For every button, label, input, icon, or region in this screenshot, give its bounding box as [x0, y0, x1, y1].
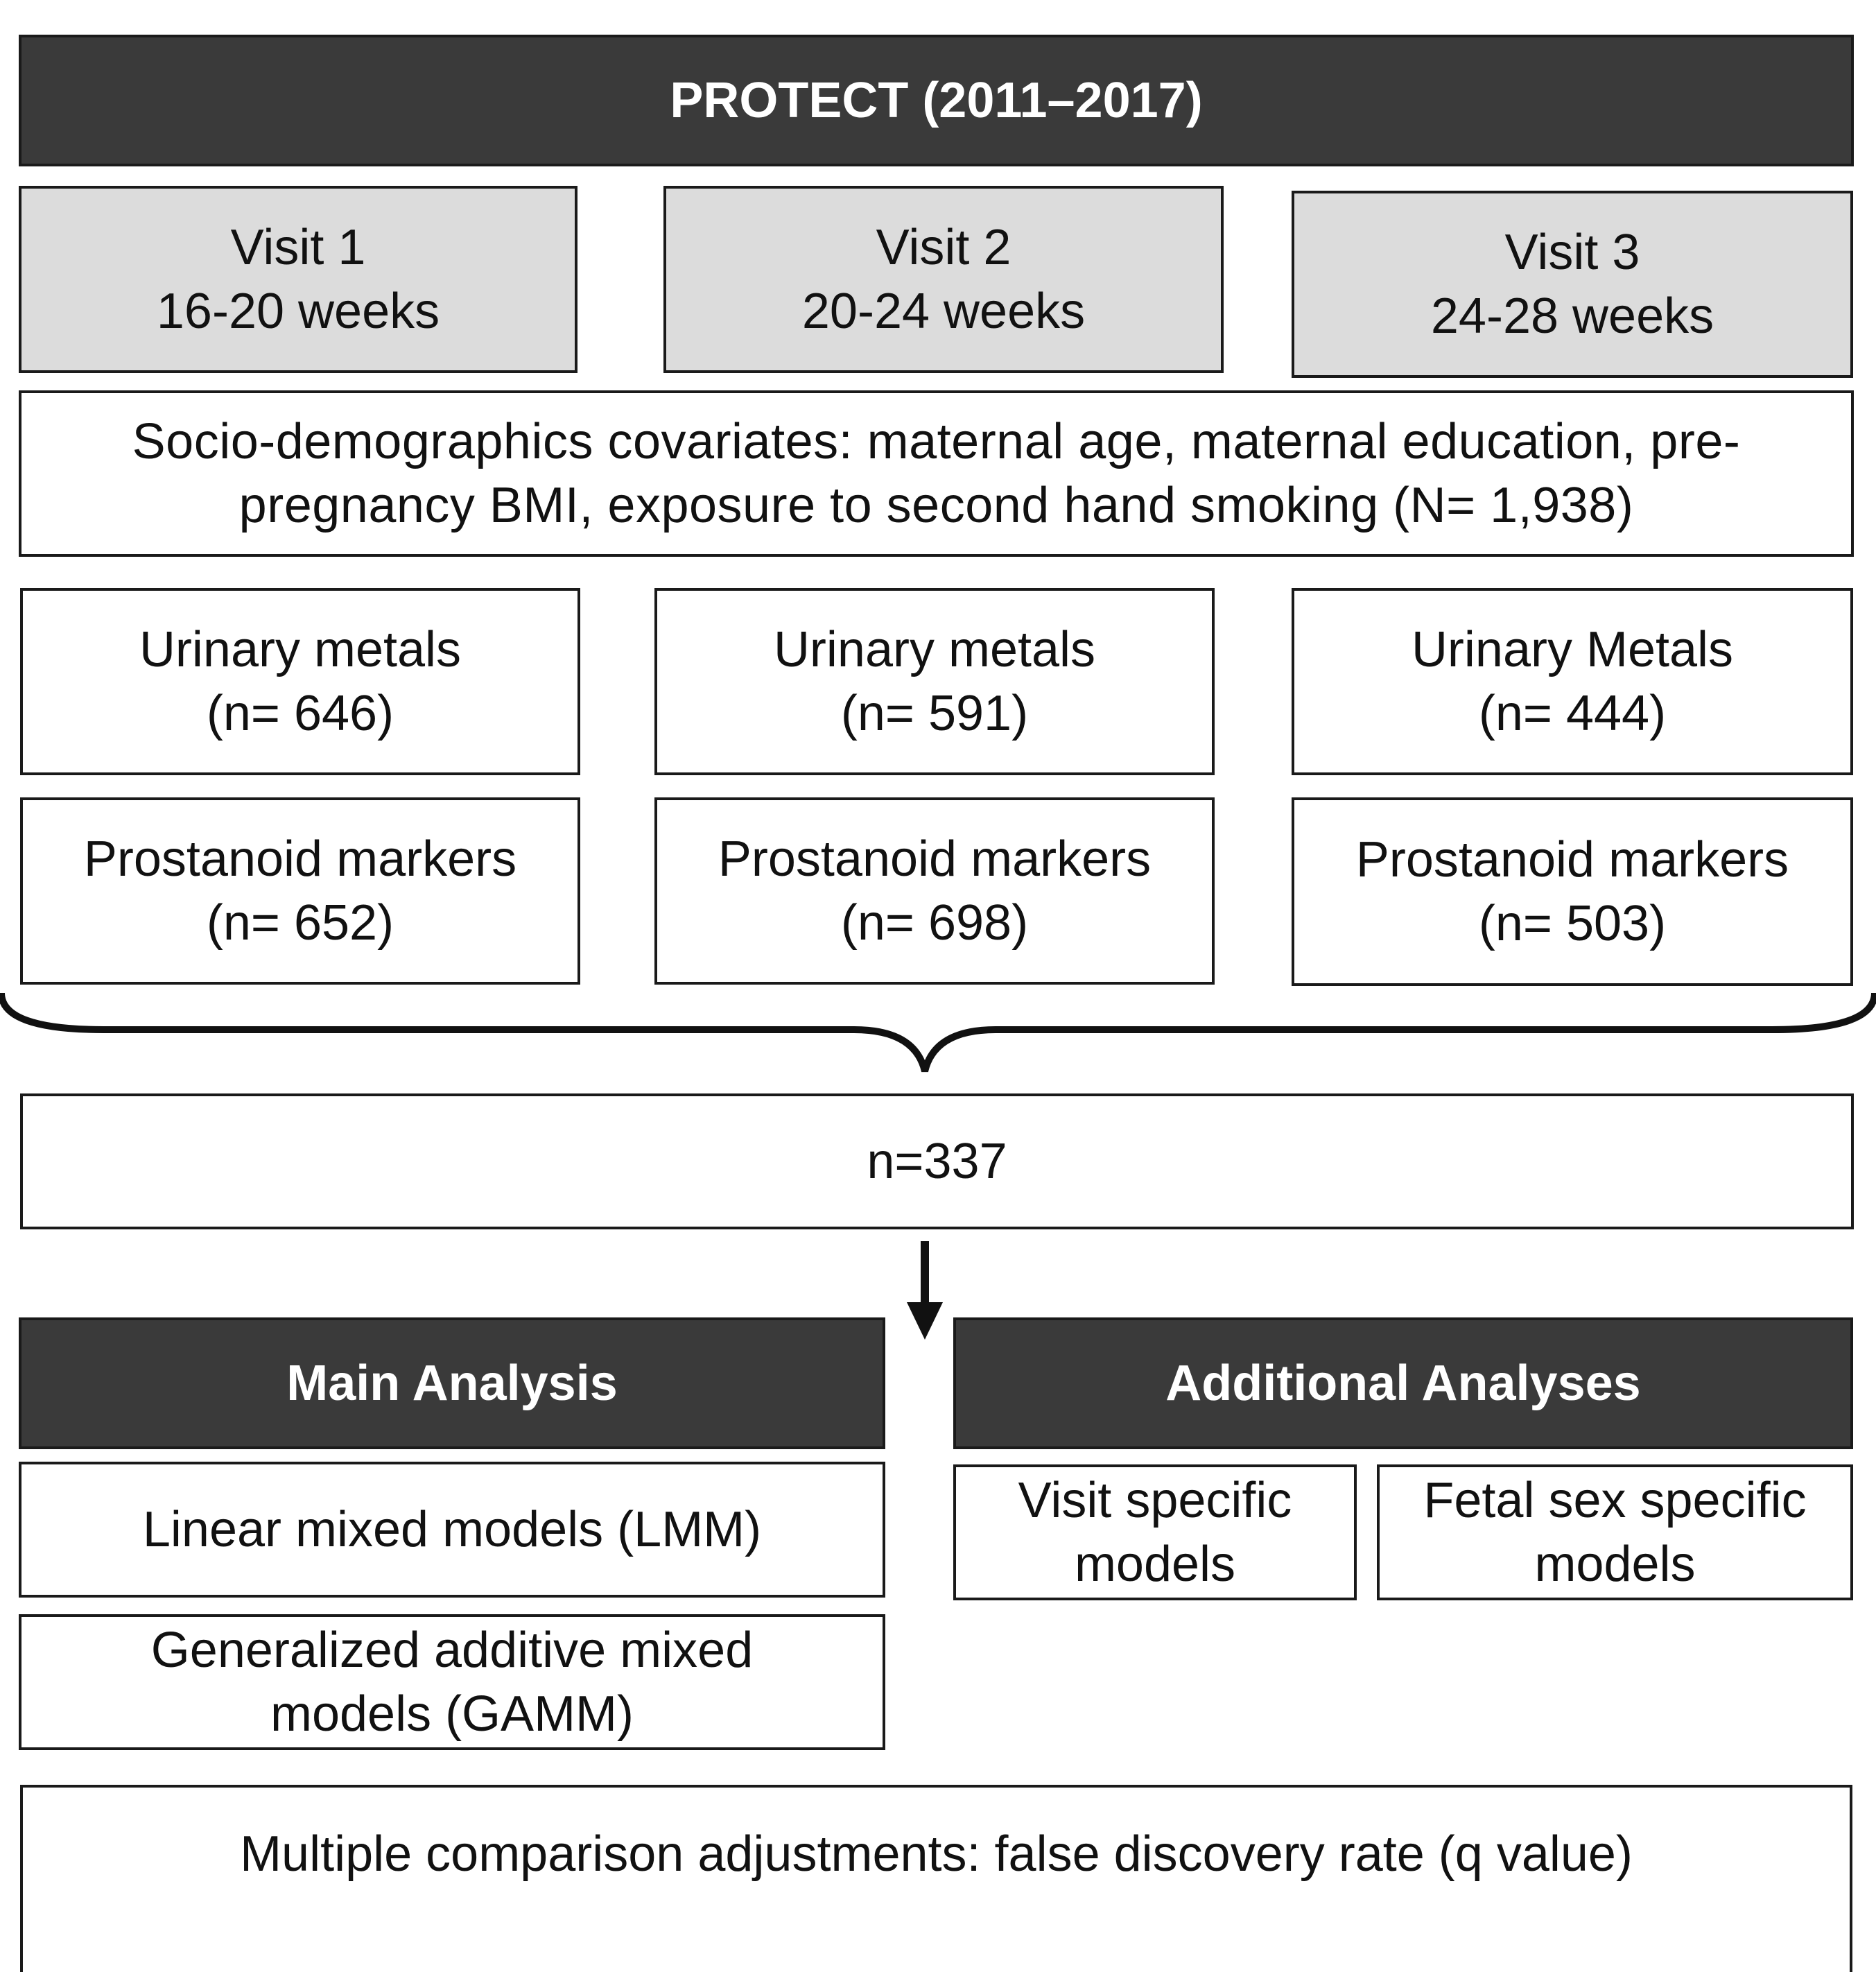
down-arrow-head — [907, 1302, 943, 1340]
gamm-label: Generalized additive mixed models (GAMM) — [150, 1622, 754, 1742]
main-analysis-title: Main Analysis — [286, 1355, 618, 1411]
visit-3-label: Visit 3 24-28 weeks — [1430, 224, 1714, 344]
main-analysis-header — [19, 1317, 885, 1449]
visit-specific-models-label: Visit specific models — [1018, 1472, 1292, 1592]
visit-1-label: Visit 1 16-20 weeks — [156, 219, 440, 339]
fetal-sex-models-box — [1377, 1464, 1853, 1600]
prostanoid-markers-label: Prostanoid markers (n= 503) — [1355, 831, 1789, 951]
curly-brace — [1, 993, 1875, 1071]
final-sample-label: n=337 — [867, 1133, 1007, 1189]
lmm-box — [19, 1462, 885, 1598]
fetal-sex-models-label: Fetal sex specific models — [1423, 1472, 1807, 1592]
adjustment-box — [20, 1785, 1852, 1972]
additional-analyses-header — [953, 1317, 1853, 1449]
visit-2-label: Visit 2 20-24 weeks — [801, 219, 1086, 339]
additional-analyses-title: Additional Analyses — [1165, 1355, 1641, 1411]
urinary-metals-label: Urinary Metals (n= 444) — [1411, 621, 1734, 741]
visit-specific-models-box — [953, 1464, 1357, 1600]
covariates-text: Socio-demographics covariates: maternal age, maternal education, pre- pregnancy BMI, exposure to second hand smoking (N= 1,938) — [132, 413, 1741, 533]
urinary-metals-label: Urinary metals (n= 591) — [773, 621, 1096, 741]
adjustment-label: Multiple comparison adjustments: false discovery rate (q value) — [240, 1826, 1633, 1882]
prostanoid-markers-label: Prostanoid markers (n= 652) — [83, 831, 517, 951]
final-sample-box — [20, 1093, 1854, 1229]
gamm-box — [19, 1614, 885, 1750]
prostanoid-markers-label: Prostanoid markers (n= 698) — [718, 831, 1152, 951]
urinary-metals-label: Urinary metals (n= 646) — [139, 621, 462, 741]
protect-title: PROTECT (2011–2017) — [670, 72, 1203, 128]
lmm-label: Linear mixed models (LMM) — [142, 1501, 762, 1557]
